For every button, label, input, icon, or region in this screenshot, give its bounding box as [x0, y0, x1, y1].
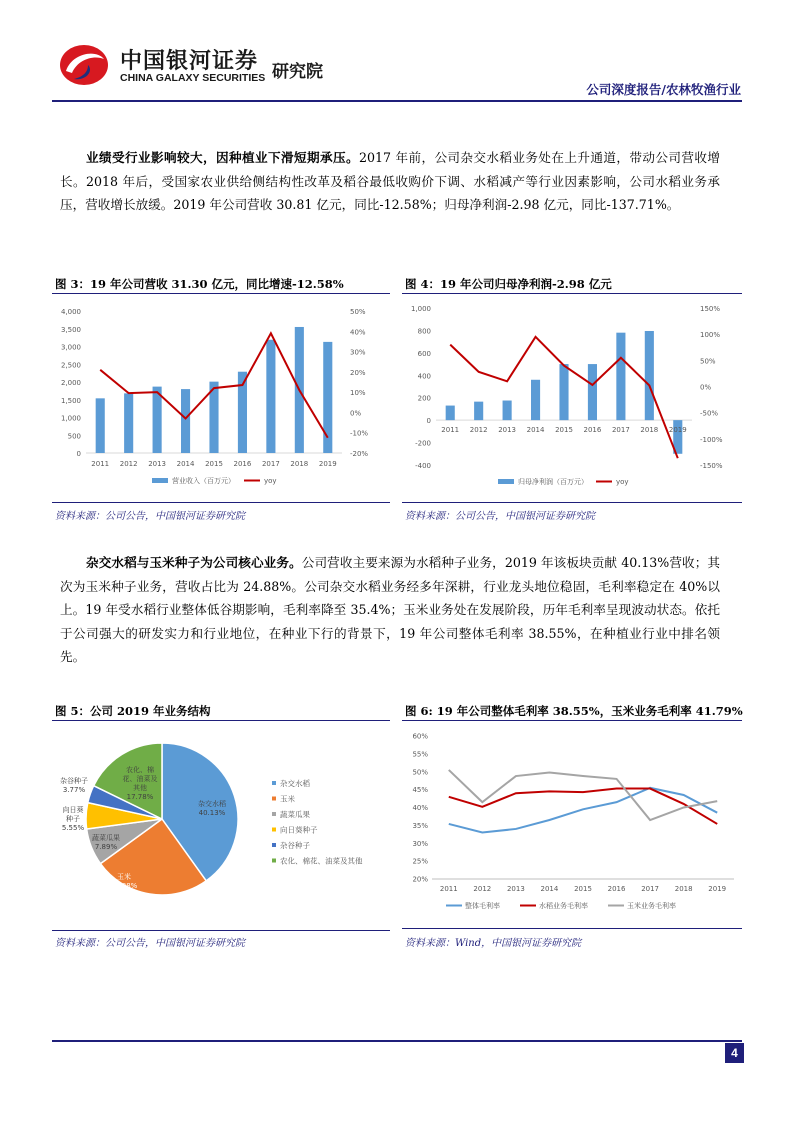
x-tick-label: 2019 [708, 885, 727, 893]
figure-5-rule [52, 720, 390, 721]
y2-tick-label: -100% [700, 435, 723, 444]
paragraph-body: 2017 年前，公司杂交水稻业务处在上升通道，带动公司营收增长。2018 年后，受国家农业供给侧结构性改革及稻谷最低收购价下调、水稻减产等行业因素影响，公司水稻业务承压，营收增长放缓。2019 年公司营收 30.81 亿元，同比-12.58%；归母净利润-2.98 亿元，同比-137.71%。 [60, 150, 721, 212]
y-tick-label: 1,500 [60, 396, 81, 405]
legend-swatch [272, 859, 276, 863]
legend-label: 农化、棉花、油菜及其他 [280, 856, 363, 866]
legend-bar-label: 营业收入（百万元） [172, 477, 235, 485]
x-tick-label: 2018 [674, 885, 693, 893]
legend-label: 玉米业务毛利率 [627, 902, 676, 910]
bar [531, 380, 540, 420]
y-tick-label: 3,000 [60, 343, 81, 352]
y2-tick-label: 20% [350, 368, 366, 377]
paragraph-body: 公司营收主要来源为水稻种子业务，2019 年该板块贡献 40.13%营收；其次为玉米种子业务，营收占比为 24.88%。公司杂交水稻业务经多年深耕，行业龙头地位稳固，毛利率稳定在 40%以上。19 年受水稻行业整体低谷期影响，毛利率降至 35.4%；玉米业务处在发展阶段，历年毛利率呈现波动状态。依托于公司强大的研发实力和行业地位，在种业下行的背景下，19 年公司整体毛利率 38.55%，在种植业行业中排名领先。 [60, 555, 721, 664]
legend-label: 玉米 [280, 794, 295, 804]
bar [588, 364, 597, 420]
x-tick-label: 2013 [506, 885, 525, 893]
x-tick-label: 2015 [574, 885, 592, 893]
figure-6-rule [402, 720, 742, 721]
figure-5-bottom-rule [52, 930, 390, 931]
y-tick-label: 25% [412, 857, 428, 866]
y2-tick-label: 150% [700, 305, 721, 313]
y2-tick-label: -20% [350, 450, 369, 458]
bar [124, 393, 133, 453]
y2-tick-label: 50% [700, 357, 716, 366]
paragraph-performance [60, 146, 720, 217]
pie-slice-value: 40.13% [198, 809, 226, 817]
figure-4-source: 资料来源：公司公告，中国银河证券研究院 [405, 511, 595, 522]
legend-swatch [272, 797, 276, 801]
x-tick-label: 2017 [611, 426, 630, 435]
pie-slice-value: 17.78% [126, 793, 154, 801]
x-tick-label: 2016 [583, 426, 602, 435]
legend-bar-swatch [498, 479, 514, 484]
figure-3-caption: 图 3：19 年公司营收 31.30 亿元，同比增速-12.58% [55, 277, 344, 291]
y-tick-label: 30% [412, 839, 428, 848]
y-tick-label: 20% [412, 875, 428, 884]
bar [446, 406, 455, 421]
bar [474, 402, 483, 421]
figure-4-bottom-rule [402, 502, 742, 503]
header-divider [52, 100, 742, 102]
y2-tick-label: -50% [700, 409, 719, 418]
x-tick-label: 2014 [526, 426, 545, 435]
x-tick-label: 2019 [318, 460, 337, 468]
business-structure-pie [52, 724, 390, 926]
y2-tick-label: 0% [700, 383, 712, 392]
y-tick-label: 4,000 [60, 308, 81, 316]
y-tick-label: 500 [67, 432, 81, 441]
figure-3-source: 资料来源：公司公告，中国银河证券研究院 [55, 511, 245, 522]
legend-bar-label: 归母净利润（百万元） [518, 478, 588, 486]
pie-slice-name: 农化、棉 [126, 766, 154, 774]
legend-label: 杂交水稻 [280, 779, 310, 788]
y-tick-label: 40% [412, 804, 428, 812]
y2-tick-label: -10% [350, 429, 369, 438]
legend-label: 水稻业务毛利率 [539, 902, 588, 910]
figure-3-rule [52, 293, 390, 294]
page-number: 4 [725, 1043, 744, 1063]
x-tick-label: 2011 [439, 885, 458, 893]
pie-slice-name: 杂谷种子 [60, 777, 88, 785]
x-tick-label: 2018 [290, 460, 309, 468]
x-tick-label: 2015 [555, 426, 573, 435]
bar [645, 331, 654, 420]
figure-5-caption: 图 5：公司 2019 年业务结构 [55, 704, 211, 718]
y-tick-label: 3,500 [60, 325, 81, 334]
gross-margin-chart [402, 724, 742, 920]
x-tick-label: 2018 [640, 426, 659, 435]
y-tick-label: 800 [417, 327, 431, 336]
y-tick-label: 60% [412, 732, 428, 741]
legend-swatch [272, 828, 276, 832]
pie-slice-value: 24.88% [110, 882, 138, 890]
bar [503, 401, 512, 421]
paragraph-lead: 业绩受行业影响较大，因种植业下滑短期承压。 [86, 150, 359, 165]
report-category: 公司深度报告/农林牧渔行业 [586, 82, 741, 97]
y2-tick-label: 0% [350, 409, 362, 418]
x-tick-label: 2012 [469, 426, 488, 435]
figure-4-rule [402, 293, 742, 294]
x-tick-label: 2014 [540, 885, 559, 893]
bar [616, 333, 625, 420]
y2-tick-label: 100% [700, 331, 721, 340]
net-profit-chart [402, 298, 742, 496]
y2-tick-label: 10% [350, 389, 366, 398]
footer-divider [52, 1040, 742, 1042]
y2-tick-label: -150% [700, 462, 723, 470]
revenue-chart [52, 298, 390, 496]
bar [266, 340, 275, 453]
y-tick-label: 200 [417, 394, 431, 403]
brand-name-en: CHINA GALAXY SECURITIES [120, 72, 266, 84]
y-tick-label: 50% [412, 768, 428, 777]
legend-label: 向日葵种子 [280, 825, 318, 835]
figure-5-source: 资料来源：公司公告，中国银河证券研究院 [55, 938, 245, 949]
pie-slice-name: 杂交水稻 [198, 800, 226, 808]
pie-slice-name: 蔬菜瓜果 [92, 834, 120, 842]
y2-tick-label: 30% [350, 348, 366, 357]
y-tick-label: 2,500 [60, 361, 81, 370]
institute-label: 研究院 [272, 62, 323, 82]
paragraph-core-business [60, 551, 720, 669]
figure-4-caption: 图 4：19 年公司归母净利润-2.98 亿元 [405, 277, 612, 291]
brand-name-cn: 中国银河证券 [120, 49, 259, 74]
x-tick-label: 2013 [148, 460, 167, 468]
x-tick-label: 2011 [441, 426, 460, 435]
y-tick-label: 35% [412, 821, 428, 830]
figure-6-bottom-rule [402, 928, 742, 929]
y-tick-label: -400 [415, 462, 431, 470]
legend-label: 杂谷种子 [280, 841, 310, 850]
y-tick-label: 600 [417, 349, 431, 358]
x-tick-label: 2012 [473, 885, 492, 893]
x-tick-label: 2015 [205, 460, 223, 468]
legend-line-label: yoy [264, 477, 277, 485]
legend-swatch [272, 781, 276, 785]
pie-slice-value: 7.89% [94, 843, 118, 851]
pie-slice-name: 向日葵 [62, 806, 84, 814]
pie-slice-name: 花、油菜及 [122, 775, 158, 783]
pie-slice-name: 其他 [133, 784, 147, 792]
pie-slice-name: 玉米 [117, 873, 131, 881]
x-tick-label: 2016 [233, 460, 252, 468]
x-tick-label: 2014 [176, 460, 195, 468]
y-tick-label: 0 [426, 417, 431, 426]
x-tick-label: 2019 [668, 426, 687, 435]
figure-3-bottom-rule [52, 502, 390, 503]
figure-6-source: 资料来源：Wind，中国银河证券研究院 [405, 938, 582, 949]
legend-swatch [272, 812, 276, 816]
bar [96, 398, 105, 453]
x-tick-label: 2017 [641, 885, 660, 893]
bar [559, 364, 568, 420]
y2-tick-label: 40% [350, 328, 366, 337]
legend-bar-swatch [152, 478, 168, 483]
y2-tick-label: 50% [350, 308, 366, 316]
legend-label: 整体毛利率 [465, 902, 500, 910]
y-tick-label: 1,000 [410, 305, 431, 313]
pie-slice-name: 种子 [66, 815, 80, 823]
paragraph-lead: 杂交水稻与玉米种子为公司核心业务。 [86, 555, 302, 570]
x-tick-label: 2017 [261, 460, 280, 468]
x-tick-label: 2016 [607, 885, 626, 893]
series-line [449, 770, 717, 820]
company-logo-icon [58, 43, 110, 87]
y-tick-label: 0 [76, 450, 81, 458]
bar [153, 387, 162, 453]
x-tick-label: 2012 [119, 460, 138, 468]
x-tick-label: 2011 [91, 460, 110, 468]
figure-6-caption: 图 6: 19 年公司整体毛利率 38.55%，玉米业务毛利率 41.79% [405, 704, 743, 718]
pie-slice-value: 3.77% [62, 786, 86, 794]
legend-label: 蔬菜瓜果 [280, 810, 310, 819]
x-tick-label: 2013 [498, 426, 517, 435]
y-tick-label: -200 [415, 439, 431, 448]
y-tick-label: 2,000 [60, 379, 81, 387]
y-tick-label: 400 [417, 372, 431, 381]
legend-line-label: yoy [616, 478, 629, 486]
bar [181, 389, 190, 453]
y-tick-label: 45% [412, 786, 428, 795]
y-tick-label: 55% [412, 750, 428, 759]
legend-swatch [272, 843, 276, 847]
y-tick-label: 1,000 [60, 414, 81, 423]
pie-slice-value: 5.55% [61, 824, 85, 832]
